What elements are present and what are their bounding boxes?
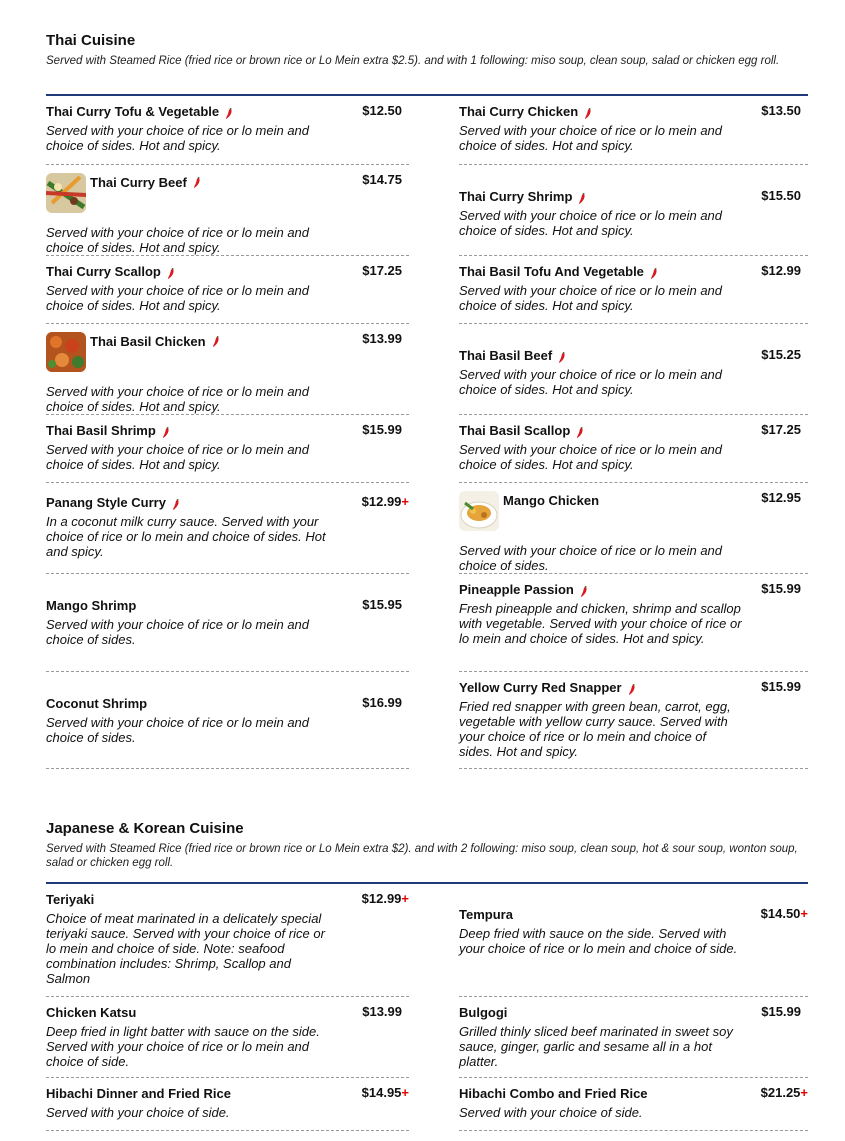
menu-item-description: Served with your choice of rice or lo mein and choice of sides. (46, 715, 310, 745)
menu-item-name: Thai Basil Tofu And Vegetable (459, 264, 644, 279)
menu-item-description: Served with your choice of rice or lo mein and choice of sides. Hot and spicy. (46, 225, 310, 255)
menu-item-header (46, 104, 409, 119)
menu-item (459, 1078, 808, 1131)
menu-item-description: Served with your choice of rice or lo mein and choice of sides. Hot and spicy. (459, 208, 723, 238)
menu-item-name: Mango Shrimp (46, 598, 137, 613)
menu-item (46, 884, 409, 997)
chili-pepper-icon (172, 497, 180, 508)
menu-item-price (761, 490, 801, 505)
menu-item-price (362, 1004, 402, 1019)
price-value: $16.99 (362, 695, 402, 710)
menu-item-price (761, 347, 801, 362)
menu-item-description: Served with your choice of rice or lo mein and choice of sides. Hot and spicy. (459, 367, 723, 397)
menu-item-price (761, 188, 801, 203)
menu-item-price (362, 422, 402, 437)
menu-item-price (362, 494, 409, 509)
menu-item-name: Thai Curry Shrimp (459, 189, 573, 204)
menu-item-name: Yellow Curry Red Snapper (459, 680, 622, 695)
dish-photo (46, 332, 86, 372)
price-value: $14.50 (760, 906, 801, 921)
menu-item-header (46, 696, 409, 711)
menu-item-price (362, 331, 402, 346)
menu-item-name: Thai Basil Beef (459, 348, 553, 363)
chili-pepper-icon (212, 334, 220, 345)
menu-item-price (761, 422, 801, 437)
menu-item-price (362, 695, 402, 710)
menu-item-price (761, 679, 801, 694)
menu-item-description: Choice of meat marinated in a delicately special teriyaki sauce. Served with your choice of rice or lo mein and choice of side. Note: seafood combination includes: Shrimp, Scallop and Salmon (46, 911, 325, 986)
menu-item-description: Served with your choice of rice or lo mein and choice of sides. Hot and spicy. (46, 442, 310, 472)
price-plus-marker: + (800, 1085, 808, 1100)
thai-right-column (459, 96, 808, 769)
menu-item-price (761, 581, 801, 596)
thai-section (46, 32, 808, 772)
menu-item (46, 96, 409, 165)
price-value: $15.25 (761, 347, 801, 362)
chili-pepper-icon (628, 682, 636, 693)
price-value: $12.99 (761, 263, 801, 278)
price-value: $15.99 (362, 422, 402, 437)
chili-pepper-icon (167, 266, 175, 277)
menu-item-description: Served with your choice of rice or lo mein and choice of sides. Hot and spicy. (459, 283, 723, 313)
japanese-section (46, 820, 808, 1140)
menu-item-description: Served with your choice of rice or lo mein and choice of sides. Hot and spicy. (46, 283, 310, 313)
price-value: $15.50 (761, 188, 801, 203)
menu-item-name: Panang Style Curry (46, 495, 166, 510)
menu-item (46, 415, 409, 483)
chili-pepper-icon (584, 106, 592, 117)
menu-item-description: Served with your choice of rice or lo mein and choice of sides. Hot and spicy. (46, 384, 310, 414)
menu-item-name: Thai Curry Chicken (459, 104, 579, 119)
menu-item-price (761, 263, 801, 278)
menu-item-header (459, 104, 808, 119)
menu-item-description: Deep fried in light batter with sauce on the side. Served with your choice of rice or lo mein and choice of side. (46, 1024, 320, 1069)
menu-item-description: Served with your choice of rice or lo mein and choice of sides. Hot and spicy. (459, 442, 723, 472)
price-value: $12.50 (362, 103, 402, 118)
menu-item (46, 256, 409, 324)
dish-photo (46, 173, 86, 213)
menu-item-name: Thai Basil Scallop (459, 423, 571, 438)
menu-item (46, 997, 409, 1078)
menu-item-header (459, 907, 808, 922)
menu-item-description: Served with your choice of side. (46, 1105, 230, 1120)
menu-item-header (46, 598, 409, 613)
price-value: $17.25 (362, 263, 402, 278)
menu-item-description: Served with your choice of rice or lo mein and choice of sides. Hot and spicy. (46, 123, 310, 153)
price-value: $15.99 (761, 1004, 801, 1019)
menu-item (46, 672, 409, 769)
menu-item-name: Hibachi Combo and Fried Rice (459, 1086, 648, 1101)
menu-item (459, 997, 808, 1078)
chili-pepper-icon (578, 191, 586, 202)
menu-item-name: Chicken Katsu (46, 1005, 137, 1020)
menu-item-description: Served with your choice of rice or lo mein and choice of sides. (459, 543, 723, 573)
menu-item-header (46, 1005, 409, 1020)
price-value: $13.99 (362, 1004, 402, 1019)
menu-item-name: Mango Chicken (503, 493, 600, 508)
japanese-right-column (459, 884, 808, 1131)
menu-item-price (362, 597, 402, 612)
menu-item-name: Thai Curry Scallop (46, 264, 161, 279)
menu-item (459, 884, 808, 997)
chili-pepper-icon (580, 584, 588, 595)
menu-item-description: Deep fried with sauce on the side. Served with your choice of rice or lo mein and choice of side. (459, 926, 738, 956)
menu-item-name: Thai Basil Chicken (90, 334, 206, 349)
price-plus-marker: + (401, 1085, 409, 1100)
menu-item (459, 165, 808, 256)
menu-item-price (362, 891, 409, 906)
section-subtitle: Served with Steamed Rice (fried rice or brown rice or Lo Mein extra $2). and with 2 following: miso soup, clean soup, hot & sour soup, wonton soup, salad or chicken egg roll. (46, 843, 798, 869)
menu-item-name: Pineapple Passion (459, 582, 574, 597)
section-title: Thai Cuisine (46, 32, 136, 49)
menu-item (459, 324, 808, 415)
menu-item-header (459, 348, 808, 363)
menu-item-header (459, 423, 808, 438)
menu-item-header (459, 582, 808, 597)
menu-item-header (46, 332, 409, 372)
price-value: $13.99 (362, 331, 402, 346)
menu-item-price (761, 1085, 808, 1100)
menu-item-name: Tempura (459, 907, 513, 922)
menu-item-header (459, 189, 808, 204)
menu-item-price (761, 1004, 801, 1019)
menu-item (46, 324, 409, 415)
menu-item (46, 1078, 409, 1131)
menu-item-header (459, 1005, 808, 1020)
menu-item-header (46, 423, 409, 438)
japanese-left-column (46, 884, 409, 1131)
menu-item (459, 96, 808, 165)
price-value: $12.99 (361, 891, 402, 906)
menu-item (46, 165, 409, 256)
menu-item-header (459, 491, 808, 531)
menu-item-name: Coconut Shrimp (46, 696, 148, 711)
price-value: $15.99 (761, 581, 801, 596)
menu-item-header (459, 264, 808, 279)
chili-pepper-icon (225, 106, 233, 117)
menu-item (46, 574, 409, 672)
menu-item-description: Served with your choice of side. (459, 1105, 643, 1120)
menu-item-name: Thai Curry Tofu & Vegetable (46, 104, 220, 119)
chili-pepper-icon (162, 425, 170, 436)
menu-item-header (46, 495, 409, 510)
price-value: $14.95 (361, 1085, 402, 1100)
chili-pepper-icon (193, 175, 201, 186)
menu-item-name: Hibachi Dinner and Fried Rice (46, 1086, 231, 1101)
thai-left-column (46, 96, 409, 769)
chili-pepper-icon (650, 266, 658, 277)
price-plus-marker: + (401, 891, 409, 906)
menu-item-price (362, 172, 402, 187)
menu-item-name: Thai Curry Beef (90, 175, 187, 190)
menu-item (46, 483, 409, 574)
price-value: $14.75 (362, 172, 402, 187)
menu-item-description: Served with your choice of rice or lo mein and choice of sides. (46, 617, 310, 647)
menu-item-description: Served with your choice of rice or lo mein and choice of sides. Hot and spicy. (459, 123, 723, 153)
menu-item-price (761, 906, 808, 921)
price-plus-marker: + (401, 494, 409, 509)
menu-item (459, 483, 808, 574)
price-value: $15.99 (761, 679, 801, 694)
price-value: $17.25 (761, 422, 801, 437)
menu-item (459, 415, 808, 483)
price-value: $12.95 (761, 490, 801, 505)
menu-item (459, 256, 808, 324)
menu-item-name: Thai Basil Shrimp (46, 423, 156, 438)
price-value: $15.95 (362, 597, 402, 612)
section-subtitle: Served with Steamed Rice (fried rice or brown rice or Lo Mein extra $2.5). and with 1 following: miso soup, clean soup, salad or chicken egg roll. (46, 55, 780, 67)
menu-item-price (761, 103, 801, 118)
price-value: $12.99 (361, 494, 402, 509)
menu-item-description: In a coconut milk curry sauce. Served with your choice of rice or lo mein and choice of sides. Hot and spicy. (46, 514, 326, 559)
chili-pepper-icon (558, 350, 566, 361)
section-title: Japanese & Korean Cuisine (46, 820, 244, 837)
menu-item-header (459, 680, 808, 695)
menu-item-description: Fried red snapper with green bean, carrot, egg, vegetable with yellow curry sauce. Served with your choice of rice or lo mein and choice of sides. Hot and spicy. (459, 699, 731, 759)
price-value: $21.25 (760, 1085, 801, 1100)
price-plus-marker: + (800, 906, 808, 921)
menu-item-name: Teriyaki (46, 892, 95, 907)
price-value: $13.50 (761, 103, 801, 118)
menu-item-header (46, 1086, 409, 1101)
menu-item (459, 574, 808, 672)
menu-item (459, 672, 808, 769)
menu-item-header (46, 264, 409, 279)
menu-item-price (362, 1085, 409, 1100)
menu-item-name: Bulgogi (459, 1005, 508, 1020)
menu-item-price (362, 263, 402, 278)
dish-photo (459, 491, 499, 531)
chili-pepper-icon (576, 425, 584, 436)
menu-item-header (459, 1086, 808, 1101)
menu-item-header (46, 892, 409, 907)
menu-item-price (362, 103, 402, 118)
menu-item-description: Grilled thinly sliced beef marinated in sweet soy sauce, ginger, garlic and sesame all in a hot platter. (459, 1024, 733, 1069)
menu-item-header (46, 173, 409, 213)
menu-item-description: Fresh pineapple and chicken, shrimp and scallop with vegetable. Served with your choice of rice or lo mein and choice of sides. Hot and spicy. (459, 601, 742, 646)
